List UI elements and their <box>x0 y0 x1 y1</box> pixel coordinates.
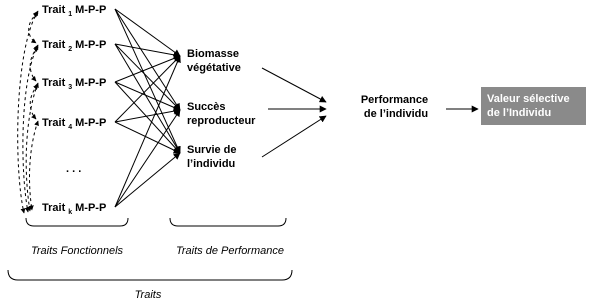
all-traits-label: Traits <box>134 289 162 301</box>
fitness-label: Valeur sélective de l’Individu <box>487 93 570 119</box>
trait-2: Trait $_2$ M-P-P <box>42 39 107 53</box>
performance-traits-bracket <box>170 218 286 226</box>
functional-traits-label: Traits Fonctionnels <box>30 245 124 257</box>
individual-performance-label: Performance de l’individu <box>360 94 429 120</box>
trait-correlation-arrows <box>18 11 38 213</box>
biomass-label: Biomasse végétative <box>187 48 241 74</box>
trait-to-performance-arrows <box>115 9 180 207</box>
trait-1: Trait $_1$ M-P-P <box>42 4 107 18</box>
trait-3: Trait $_3$ M-P-P <box>42 77 107 91</box>
trait-k: Trait $_k$ M-P-P <box>42 202 107 216</box>
performance-traits-label: Traits de Performance <box>175 245 285 257</box>
survival-label: Survie de l’individu <box>187 144 237 170</box>
reproductive-success-label: Succès reproducteur <box>187 101 256 127</box>
fitness-box <box>481 87 586 125</box>
trait-ellipsis: . . . <box>66 163 82 175</box>
performance-traits <box>187 48 256 170</box>
functional-traits-bracket <box>26 218 128 226</box>
trait-4: Trait $_4$ M-P-P <box>42 117 107 131</box>
trait-list <box>42 4 106 216</box>
performance-arrows <box>262 68 326 157</box>
all-traits-bracket <box>8 270 292 280</box>
